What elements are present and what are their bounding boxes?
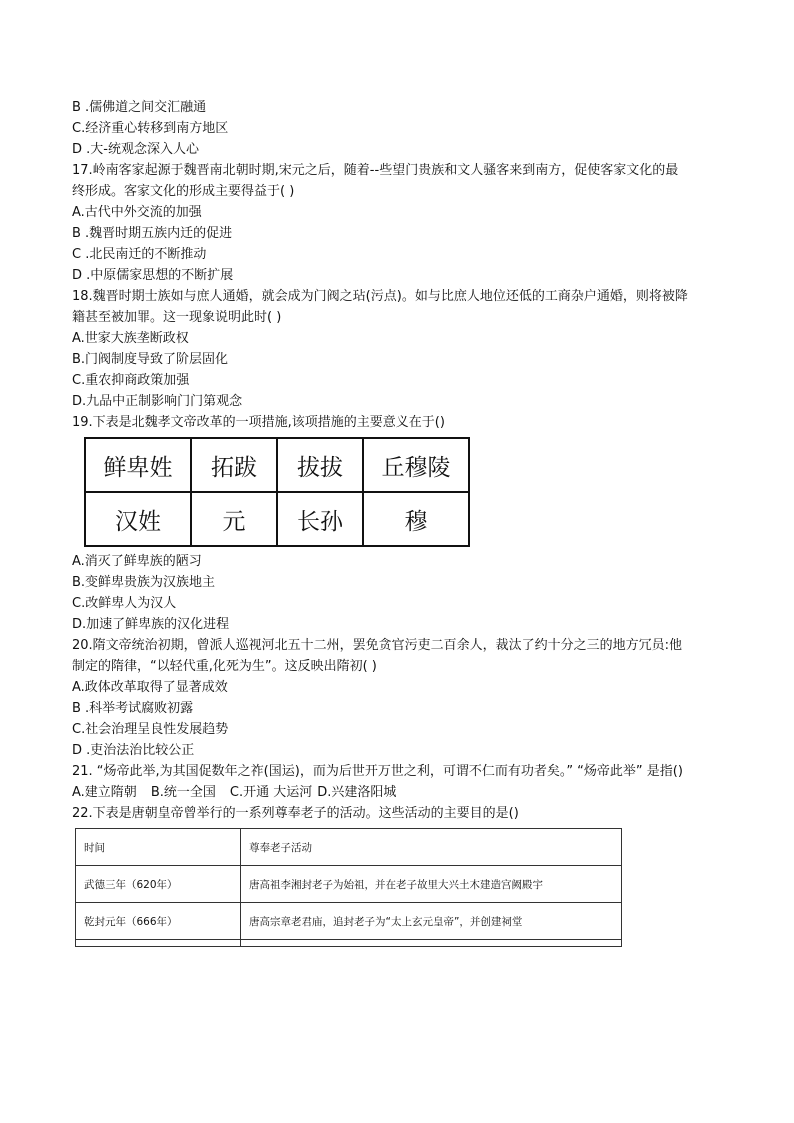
q18-stem-line2: 籍甚至被加罪。这一现象说明此时( ) (72, 310, 282, 325)
table-cell: 长孙 (277, 492, 363, 546)
q19-option-b: B.变鲜卑贵族为汉族地主 (72, 575, 216, 590)
table-header-row (76, 829, 622, 866)
q22-stem: 22.下表是唐朝皇帝曾举行的一系列尊奉老子的活动。这些活动的主要目的是() (72, 806, 519, 821)
q20-option-b: B .科举考试腐败初露 (72, 701, 194, 716)
q22-laozi-table (75, 828, 622, 947)
q17-option-c: C .北民南迁的不断推动 (72, 247, 207, 262)
q17-option-a: A.古代中外交流的加强 (72, 205, 202, 220)
table-cell: 拔拔 (277, 438, 363, 492)
q17-stem-line1: 17.岭南客家起源于魏晋南北朝时期,宋元之后，随着--些望门贵族和文人骚客来到南方，促使客家文化的最 (72, 163, 679, 178)
table-row (76, 903, 622, 940)
table-row (76, 940, 622, 947)
table-cell: 汉姓 (85, 492, 191, 546)
q21-stem: 21. “炀帝此举,为其国促数年之祚(国运)，而为后世开万世之利，可谓不仁而有功者矣。” “炀帝此举” 是指() (72, 764, 683, 779)
table-cell: 乾封元年（666年） (76, 903, 241, 940)
q21-options (72, 782, 732, 803)
table-header-cell: 尊奉老子活动 (241, 829, 622, 866)
q20-option-a: A.政体改革取得了显著成效 (72, 680, 228, 695)
q20-option-d: D .吏治法治比较公正 (72, 743, 195, 758)
q16-option-d: D .大-统观念深入人心 (72, 142, 199, 157)
q18-option-d: D.九品中正制影响门门第观念 (72, 394, 243, 409)
q18-option-b: B.门阀制度导致了阶层固化 (72, 352, 229, 367)
q21-option-d: D.兴建洛阳城 (317, 785, 397, 800)
q18-option-a: A.世家大族垄断政权 (72, 331, 189, 346)
q19-option-a: A.消灭了鲜卑族的陋习 (72, 554, 202, 569)
q17-option-d: D .中原儒家思想的不断扩展 (72, 268, 234, 283)
table-cell: 唐高祖李湘封老子为始祖，并在老子故里大兴土木建造宫阙殿宇 (241, 866, 622, 903)
q20-stem-line1: 20.隋文帝统治初期，曾派人巡视河北五十二州，罢免贪官污吏二百余人，裁汰了约十分之三的地方冗员:他 (72, 638, 683, 653)
q19-stem: 19.下表是北魏孝文帝改革的一项措施,该项措施的主要意义在于() (72, 415, 445, 430)
q19-option-d: D.加速了鲜卑族的汉化进程 (72, 617, 230, 632)
table-row (85, 438, 469, 492)
table-cell: 元 (191, 492, 277, 546)
q18-stem-line1: 18.魏晋时期士族如与庶人通婚，就会成为门阀之玷(污点)。如与比庶人地位还低的工商杂户通婚，则将被降 (72, 289, 688, 304)
q16-option-c: C.经济重心转移到南方地区 (72, 121, 229, 136)
q19-option-c: C.改鲜卑人为汉人 (72, 596, 177, 611)
table-cell: 丘穆陵 (363, 438, 469, 492)
table-header-cell: 时间 (76, 829, 241, 866)
exam-page (72, 97, 732, 947)
table-cell: 穆 (363, 492, 469, 546)
table-cell (76, 940, 241, 947)
q20-option-c: C.社会治理呈良性发展趋势 (72, 722, 229, 737)
table-cell (241, 940, 622, 947)
table-cell: 唐高宗章老君庙，追封老子为“太上玄元皇帝”，并创建祠堂 (241, 903, 622, 940)
q17-option-b: B .魏晋时期五族内迁的促进 (72, 226, 233, 241)
q21-option-a: A.建立隋朝 (72, 785, 137, 800)
q16-option-b: B .儒佛道之间交汇融通 (72, 100, 207, 115)
table-row (76, 866, 622, 903)
q21-option-c: C.开通 大运河 (229, 785, 313, 800)
table-cell: 武德三年（620年） (76, 866, 241, 903)
q18-option-c: C.重农抑商政策加强 (72, 373, 190, 388)
q20-stem-line2: 制定的隋律，“以轻代重,化死为生”。这反映出隋初( ) (72, 659, 377, 674)
q17-stem-line2: 终形成。客家文化的形成主要得益于( ) (72, 184, 295, 199)
table-row (85, 492, 469, 546)
q19-surname-table (84, 437, 470, 547)
q21-option-b: B.统一全国 (150, 785, 216, 800)
table-cell: 鲜卑姓 (85, 438, 191, 492)
table-cell: 拓跋 (191, 438, 277, 492)
